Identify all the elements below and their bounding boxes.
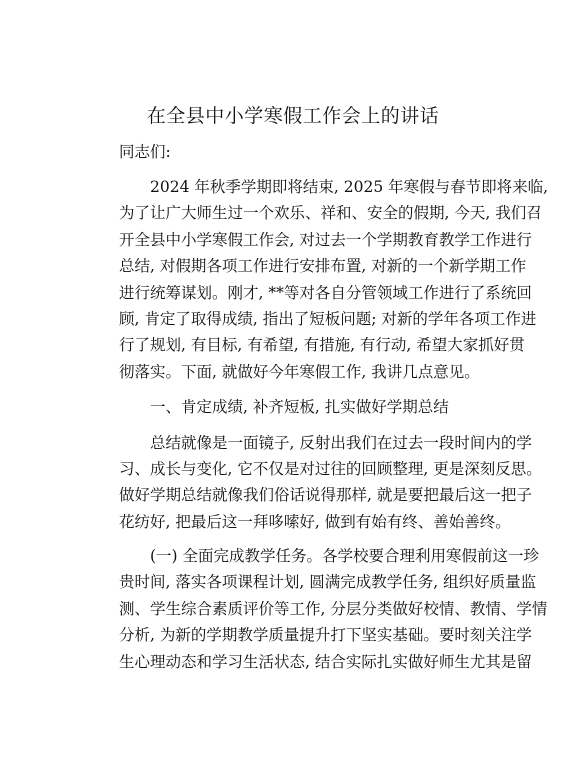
paragraph-line: 总结就像是一面镜子, 反射出我们在过去一段时间内的学 bbox=[150, 433, 532, 452]
document-body bbox=[88, 139, 549, 675]
paragraph-line: 开全县中小学寒假工作会, 对过去一个学期教育教学工作进行 bbox=[119, 230, 532, 249]
paragraph-intro bbox=[88, 174, 549, 385]
paragraph-line: 生心理动态和学习生活状态, 结合实际扎实做好师生尤其是留 bbox=[119, 652, 532, 671]
paragraph-line: 花纺好, 把最后这一拜哆嗦好, 做到有始有终、善始善终。 bbox=[119, 512, 511, 531]
paragraph-line: 习、成长与变化, 它不仅是对过往的回顾整理, 更是深刻反思。 bbox=[119, 459, 542, 478]
greeting: 同志们: bbox=[119, 143, 171, 161]
paragraph-line: 为了让广大师生过一个欢乐、祥和、安全的假期, 今天, 我们召 bbox=[119, 204, 542, 223]
paragraph-line: 进行统筹谋划。刚才, **等对各自分管领域工作进行了系统回 bbox=[119, 283, 532, 302]
paragraph-line: 做好学期总结就像我们俗话说得那样, 就是要把最后这一把子 bbox=[119, 486, 532, 505]
paragraph-line: 行了规划, 有目标, 有希望, 有措施, 有行动, 希望大家抓好贯 bbox=[119, 336, 525, 355]
document-title: 在全县中小学寒假工作会上的讲话 bbox=[146, 105, 440, 127]
section-heading bbox=[88, 394, 493, 420]
paragraph-line: 彻落实。下面, 就做好今年寒假工作, 我讲几点意见。 bbox=[119, 362, 480, 381]
paragraph-summary bbox=[88, 430, 542, 536]
paragraph-line: 2024 年秋季学期即将结束, 2025 年寒假与春节即将来临, bbox=[150, 178, 549, 196]
paragraph-line: 分析, 为新的学期教学质量提升打下坚实基础。要时刻关注学 bbox=[119, 626, 532, 645]
paragraph-line: 顾, 肯定了取得成绩, 指出了短板问题; 对新的学年各项工作进 bbox=[119, 309, 537, 328]
section-heading-text: 一、肯定成绩, 补齐短板, 扎实做好学期总结 bbox=[150, 398, 449, 417]
paragraph-line: 贵时间, 落实各项课程计划, 圆满完成教学任务, 组织好质量监 bbox=[119, 573, 537, 592]
paragraph-line: 测、学生综合素质评价等工作, 分层分类做好校情、教情、学情 bbox=[119, 599, 548, 618]
paragraph-subsection-1 bbox=[88, 543, 548, 675]
paragraph-line: 总结, 对假期各项工作进行安排布置, 对新的一个新学期工作 bbox=[119, 257, 527, 276]
paragraph-line: (一) 全面完成教学任务。各学校要合理利用寒假前这一珍 bbox=[150, 547, 540, 566]
